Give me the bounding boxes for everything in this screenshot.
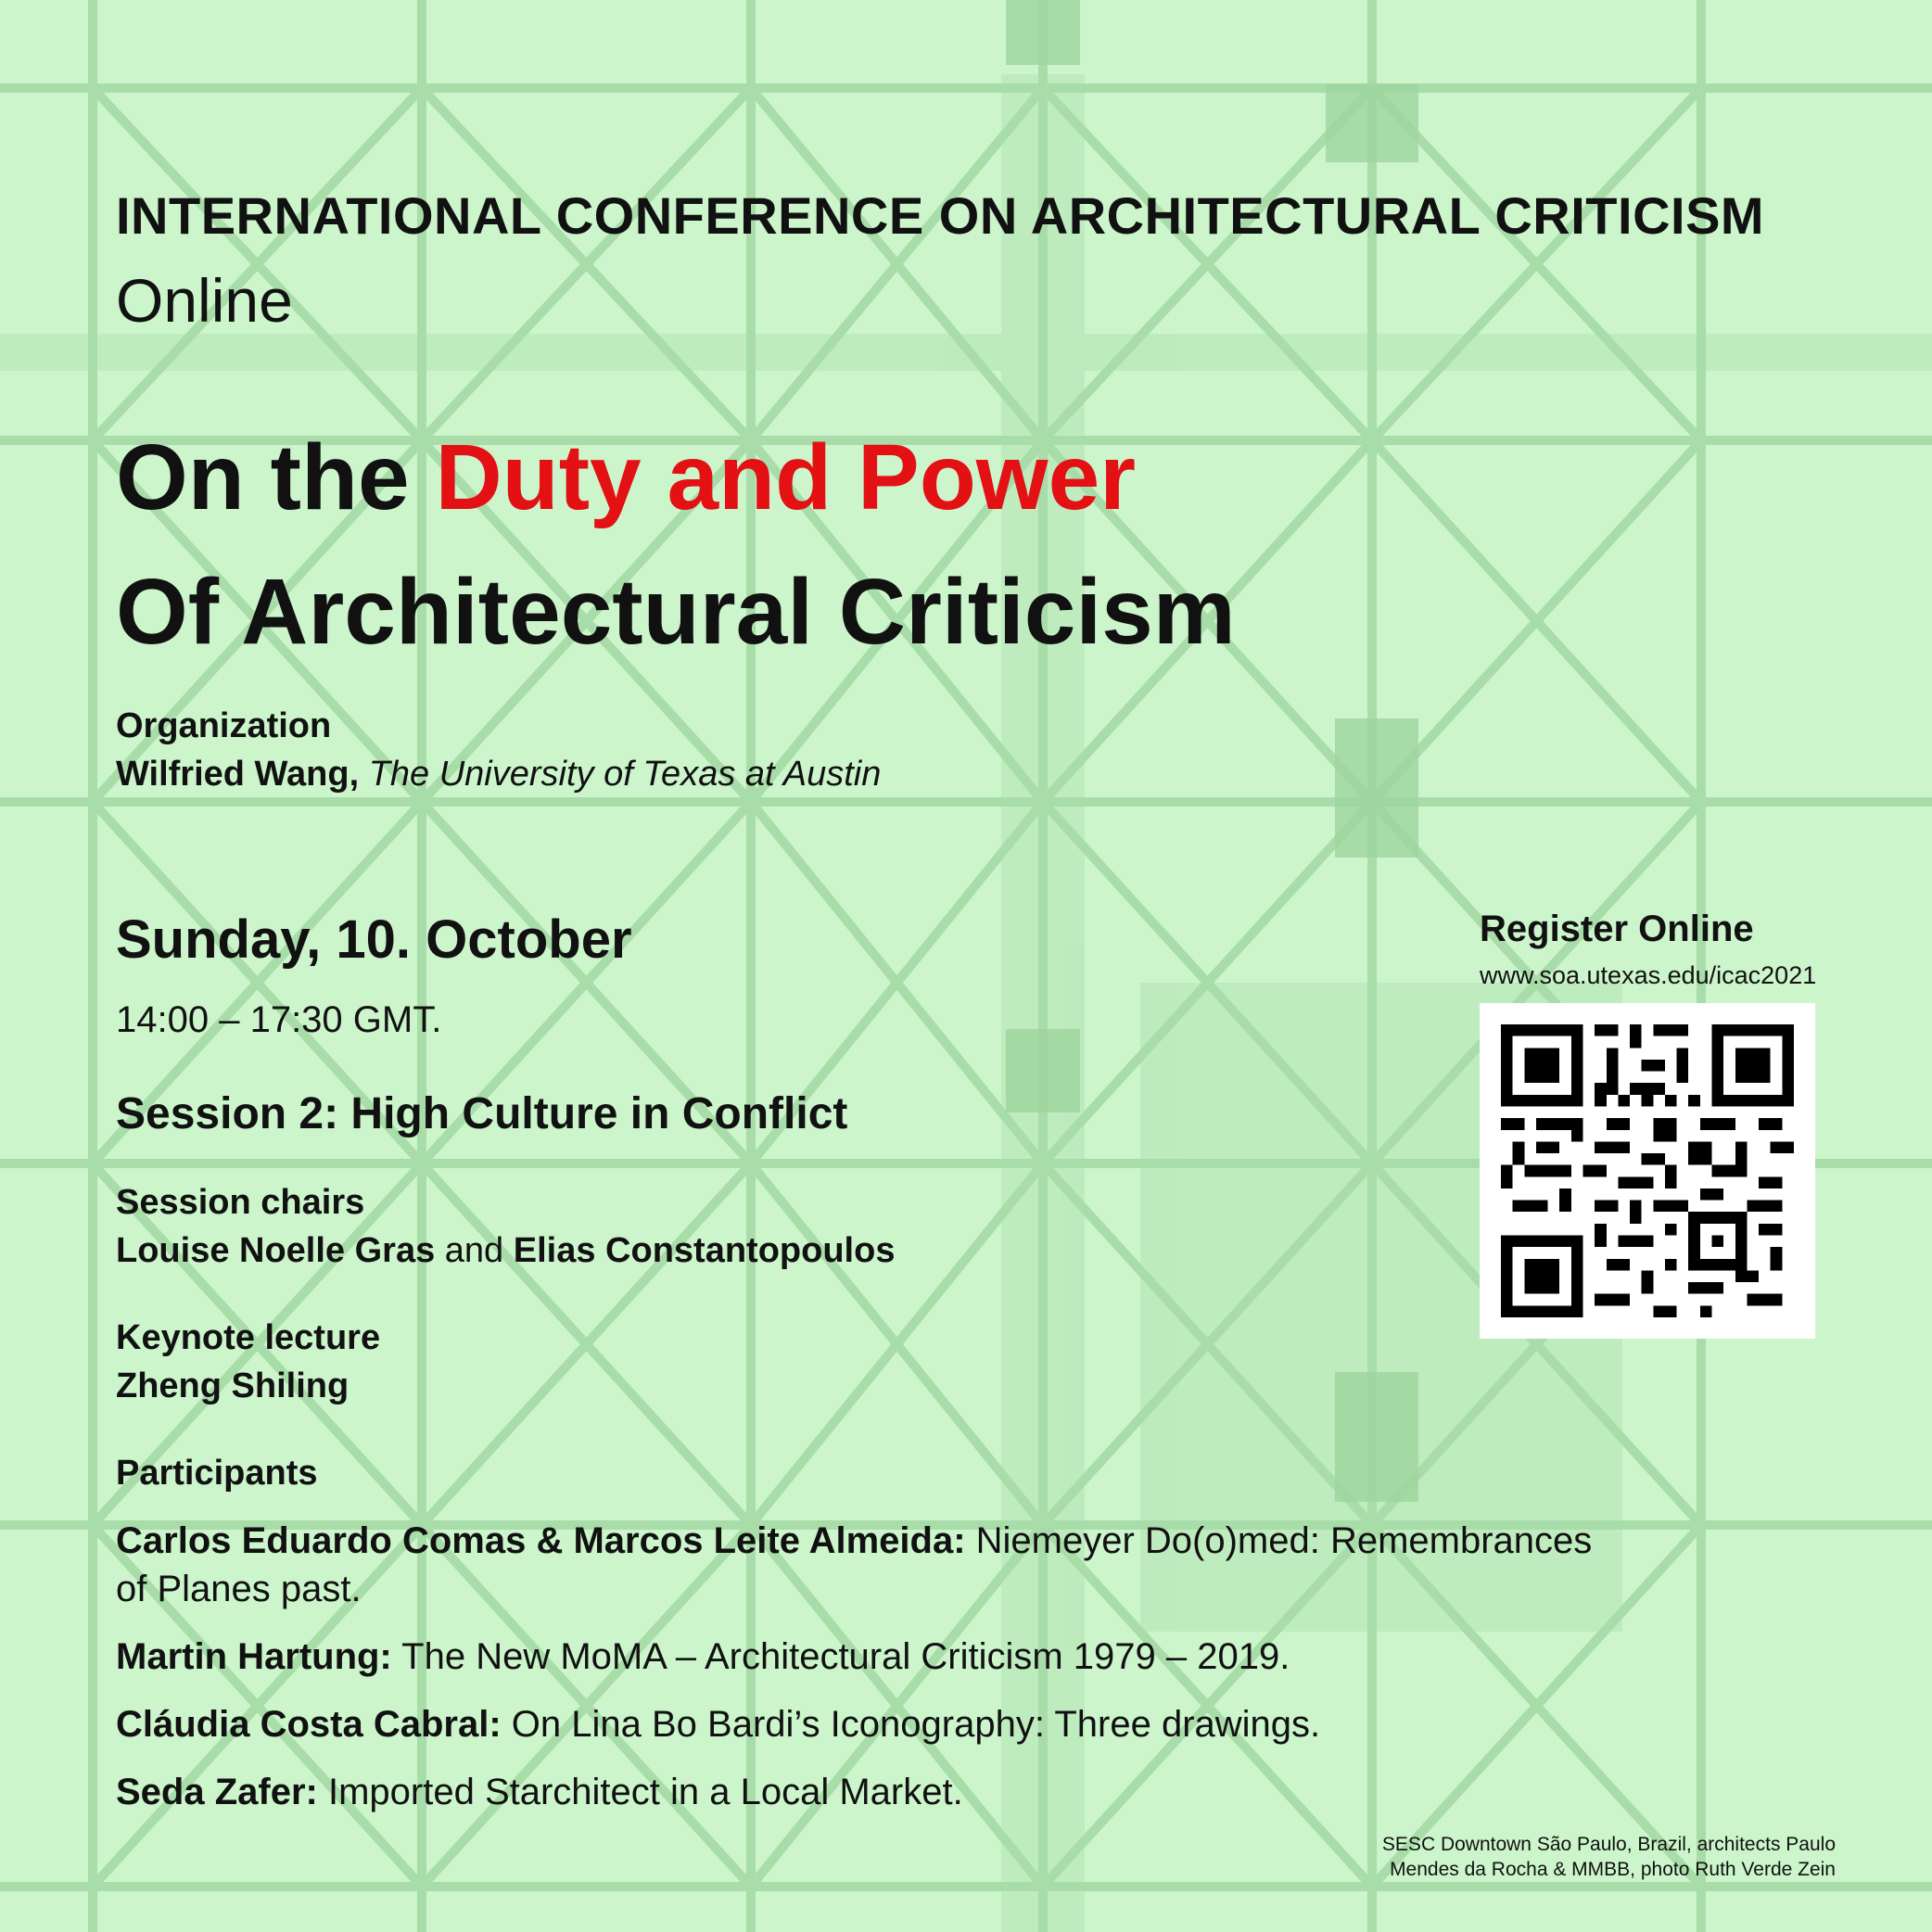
title-highlight: Duty and Power	[435, 426, 1137, 529]
title-line-1	[116, 425, 1136, 531]
participant-talk: On Lina Bo Bardi’s Iconography: Three drawings.	[501, 1704, 1321, 1745]
credit-line-1: SESC Downtown São Paulo, Brazil, architects Paulo	[1381, 1834, 1836, 1855]
session-title: Session 2: High Culture in Conflict	[116, 1089, 848, 1138]
register-url-link[interactable]: www.soa.utexas.edu/icac2021	[1480, 961, 1817, 989]
event-date: Sunday, 10. October	[116, 909, 632, 970]
credit-line-2: Mendes da Rocha & MMBB, photo Ruth Verde Zein	[1390, 1859, 1836, 1881]
session-chairs-label: Session chairs	[116, 1183, 365, 1222]
photo-credit	[1279, 1832, 1836, 1883]
participants-label: Participants	[116, 1454, 318, 1493]
participant-item	[116, 1520, 1592, 1562]
organizer-name: Wilfried Wang,	[116, 755, 360, 794]
title-line-2: Of Architectural Criticism	[116, 560, 1236, 664]
participant-name: Seda Zafer:	[116, 1772, 318, 1812]
chairs-joiner: and	[435, 1231, 514, 1270]
session-chairs-line	[116, 1231, 895, 1271]
title-prefix: On the	[116, 426, 436, 529]
event-time: 14:00 – 17:30 GMT.	[116, 999, 442, 1040]
chair-1: Louise Noelle Gras	[116, 1231, 436, 1270]
participant-item	[116, 1772, 963, 1813]
participant-talk-continued: of Planes past.	[116, 1569, 362, 1609]
participant-talk: The New MoMA – Architectural Criticism 1979 – 2019.	[391, 1636, 1290, 1677]
conference-kicker: INTERNATIONAL CONFERENCE ON ARCHITECTURAL CRITICISM	[116, 186, 1765, 245]
participant-name: Carlos Eduardo Comas & Marcos Leite Almeida:	[116, 1520, 966, 1561]
organization-line	[116, 755, 881, 794]
keynote-name: Zheng Shiling	[116, 1366, 350, 1405]
register-title: Register Online	[1480, 909, 1754, 949]
keynote-label: Keynote lecture	[116, 1318, 381, 1357]
participant-item	[116, 1704, 1320, 1746]
organizer-affiliation: The University of Texas at Austin	[368, 755, 882, 794]
qr-code-graphic	[1501, 1024, 1794, 1317]
participant-talk: Imported Starchitect in a Local Market.	[317, 1772, 963, 1812]
qr-code-icon[interactable]	[1480, 1003, 1815, 1339]
participant-name: Cláudia Costa Cabral:	[116, 1704, 502, 1745]
participant-name: Martin Hartung:	[116, 1636, 392, 1677]
organization-label: Organization	[116, 706, 332, 745]
participant-talk: Niemeyer Do(o)med: Remembrances	[965, 1520, 1593, 1561]
conference-mode: Online	[116, 266, 293, 335]
participant-item	[116, 1636, 1290, 1678]
chair-2: Elias Constantopoulos	[513, 1231, 896, 1270]
